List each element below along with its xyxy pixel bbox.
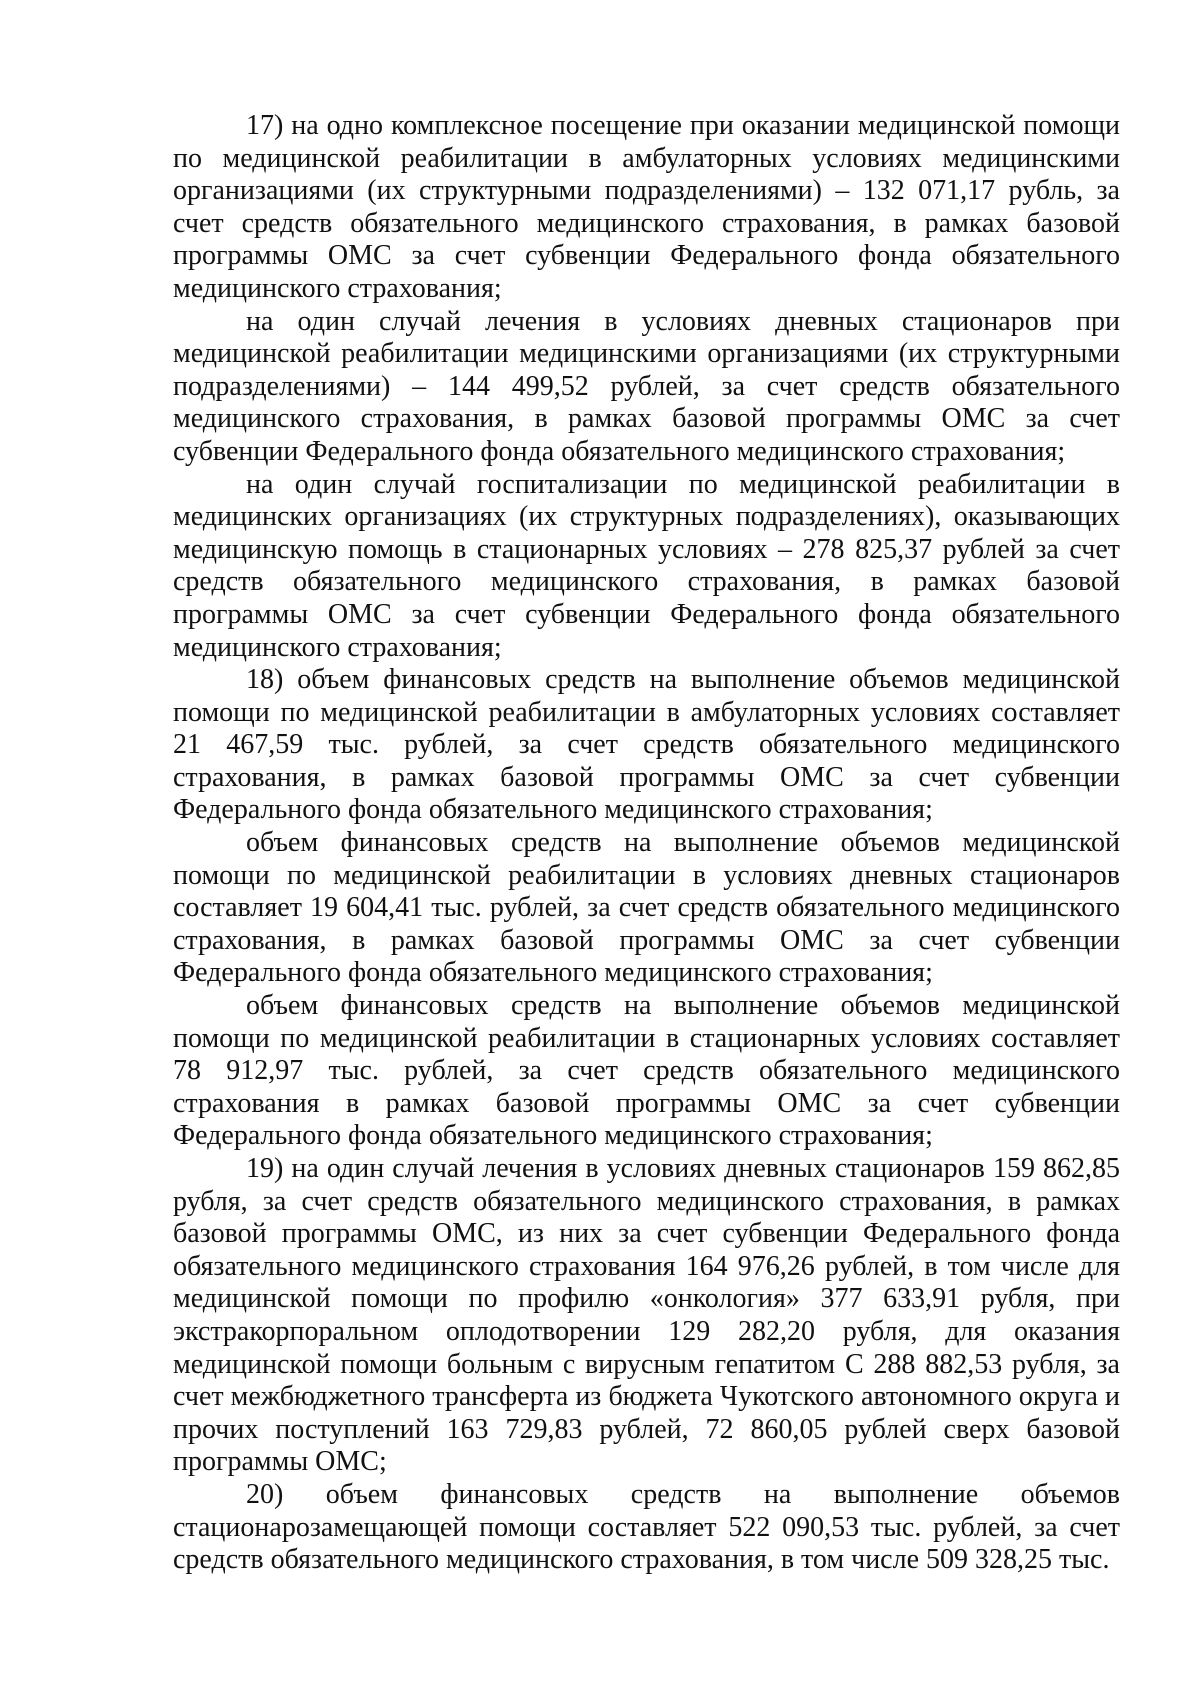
document-page [173,110,1120,1577]
paragraph-inpatient-volume: объем финансовых средств на выполнение объемов медицинской помощи по медицинской реабилитации в стационарных условиях составляет 78 912,97 тыс. рублей, за счет средств обязательного медицинского страхования в рамках базовой программы ОМС за счет субвенции Федерального фонда обязательного медицинского страхования; [173,990,1120,1152]
paragraph-day-hospital-rehab: на один случай лечения в условиях дневных стационаров при медицинской реабилитации медицинскими организациями (их структурными подразделениями) – 144 499,52 рублей, за счет средств обязательного медицинского страхования, в рамках базовой программы ОМС за счет субвенции Федерального фонда обязательного медицинского страхования; [173,305,1120,467]
paragraph-19: 19) на один случай лечения в условиях дневных стационаров 159 862,85 рубля, за счет средств обязательного медицинского страхования, в рамках базовой программы ОМС, из них за счет субвенции Федерального фонда обязательного медицинского страхования 164 976,26 рублей, в том числе для медицинской помощи по профилю «онкология» 377 633,91 рубля, при экстракорпоральном оплодотворении 129 282,20 рубля, для оказания медицинской помощи больным с вирусным гепатитом С 288 882,53 рубля, за счет межбюджетного трансферта из бюджета Чукотского автономного округа и прочих поступлений 163 729,83 рублей, 72 860,05 рублей сверх базовой программы ОМС; [173,1153,1120,1478]
paragraph-hospitalization-rehab: на один случай госпитализации по медицинской реабилитации в медицинских организациях (их структурных подразделениях), оказывающих медицинскую помощь в стационарных условиях – 278 825,37 рублей за счет средств обязательного медицинского страхования, в рамках базовой программы ОМС за счет субвенции Федерального фонда обязательного медицинского страхования; [173,468,1120,663]
paragraph-18: 18) объем финансовых средств на выполнение объемов медицинской помощи по медицинской реабилитации в амбулаторных условиях составляет 21 467,59 тыс. рублей, за счет средств обязательного медицинского страхования, в рамках базовой программы ОМС за счет субвенции Федерального фонда обязательного медицинского страхования; [173,664,1120,826]
paragraph-17: 17) на одно комплексное посещение при оказании медицинской помощи по медицинской реабилитации в амбулаторных условиях медицинскими организациями (их структурными подразделениями) – 132 071,17 рубль, за счет средств обязательного медицинского страхования, в рамках базовой программы ОМС за счет субвенции Федерального фонда обязательного медицинского страхования; [173,110,1120,304]
paragraph-20: 20) объем финансовых средств на выполнение объемов стационарозамещающей помощи составляет 522 090,53 тыс. рублей, за счет средств обязательного медицинского страхования, в том числе 509 328,25 тыс. [173,1478,1120,1576]
paragraph-day-hospital-volume: объем финансовых средств на выполнение объемов медицинской помощи по медицинской реабилитации в условиях дневных стационаров составляет 19 604,41 тыс. рублей, за счет средств обязательного медицинского страхования, в рамках базовой программы ОМС за счет субвенции Федерального фонда обязательного медицинского страхования; [173,827,1120,989]
